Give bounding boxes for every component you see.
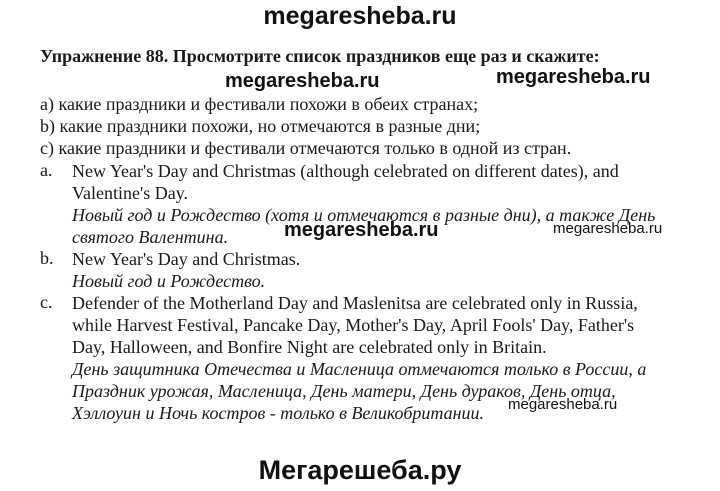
answer-english	[72, 160, 619, 204]
watermark-mid-left: megaresheba.ru	[225, 70, 380, 92]
answer-letter: b.	[40, 248, 54, 268]
answer-russian-line: Новый год и Рождество.	[72, 271, 266, 291]
question-a: a) какие праздники и фестивали похожи в обеих странах;	[40, 94, 479, 114]
answer-english-line: Valentine's Day.	[72, 183, 189, 203]
question-c: c) какие праздники и фестивали отмечаются только в одной из стран.	[40, 138, 572, 158]
watermark-top: megaresheba.ru	[263, 2, 457, 30]
watermark-center: megaresheba.ru	[284, 219, 439, 241]
answer-english	[72, 292, 638, 358]
answer-english-line: Defender of the Motherland Day and Maslenitsa are celebrated only in Russia,	[72, 293, 638, 313]
answer-russian-line: святого Валентина.	[72, 227, 229, 247]
exercise-heading: Упражнение 88. Просмотрите список праздников еще раз и скажите:	[40, 46, 600, 66]
watermark-mid-right: megaresheba.ru	[496, 66, 651, 88]
answer-english-line: while Harvest Festival, Pancake Day, Mother's Day, April Fools' Day, Father's	[72, 315, 635, 335]
question-b: b) какие праздники похожи, но отмечаются в разные дни;	[40, 116, 481, 136]
answer-english-line: New Year's Day and Christmas (although celebrated on different dates), and	[72, 161, 619, 181]
answer-russian-line: Хэллоуин и Ночь костров - только в Великобритании.	[72, 403, 485, 423]
watermark-bottom: Мегарешеба.ру	[258, 455, 462, 485]
answer-letter: a.	[40, 160, 53, 180]
answer-english	[72, 248, 300, 270]
answer-english-line: Day, Halloween, and Bonfire Night are celebrated only in Britain.	[72, 337, 547, 357]
answer-english-line: New Year's Day and Christmas.	[72, 249, 301, 269]
answer-russian-line: Новый год и Рождество (хотя и отмечаются в разные дни), а также День	[72, 205, 656, 225]
watermark-small-right: megaresheba.ru	[553, 220, 663, 237]
answer-russian	[72, 270, 265, 292]
answer-russian	[72, 358, 646, 424]
answer-letter: c.	[40, 292, 53, 312]
answer-russian-line: День защитника Отечества и Масленица отмечаются только в России, а	[72, 359, 647, 379]
watermark-small-bottom: megaresheba.ru	[508, 396, 618, 413]
answer-russian-line: Праздник урожая, Масленица, День матери, День дураков, День отца,	[72, 381, 616, 401]
